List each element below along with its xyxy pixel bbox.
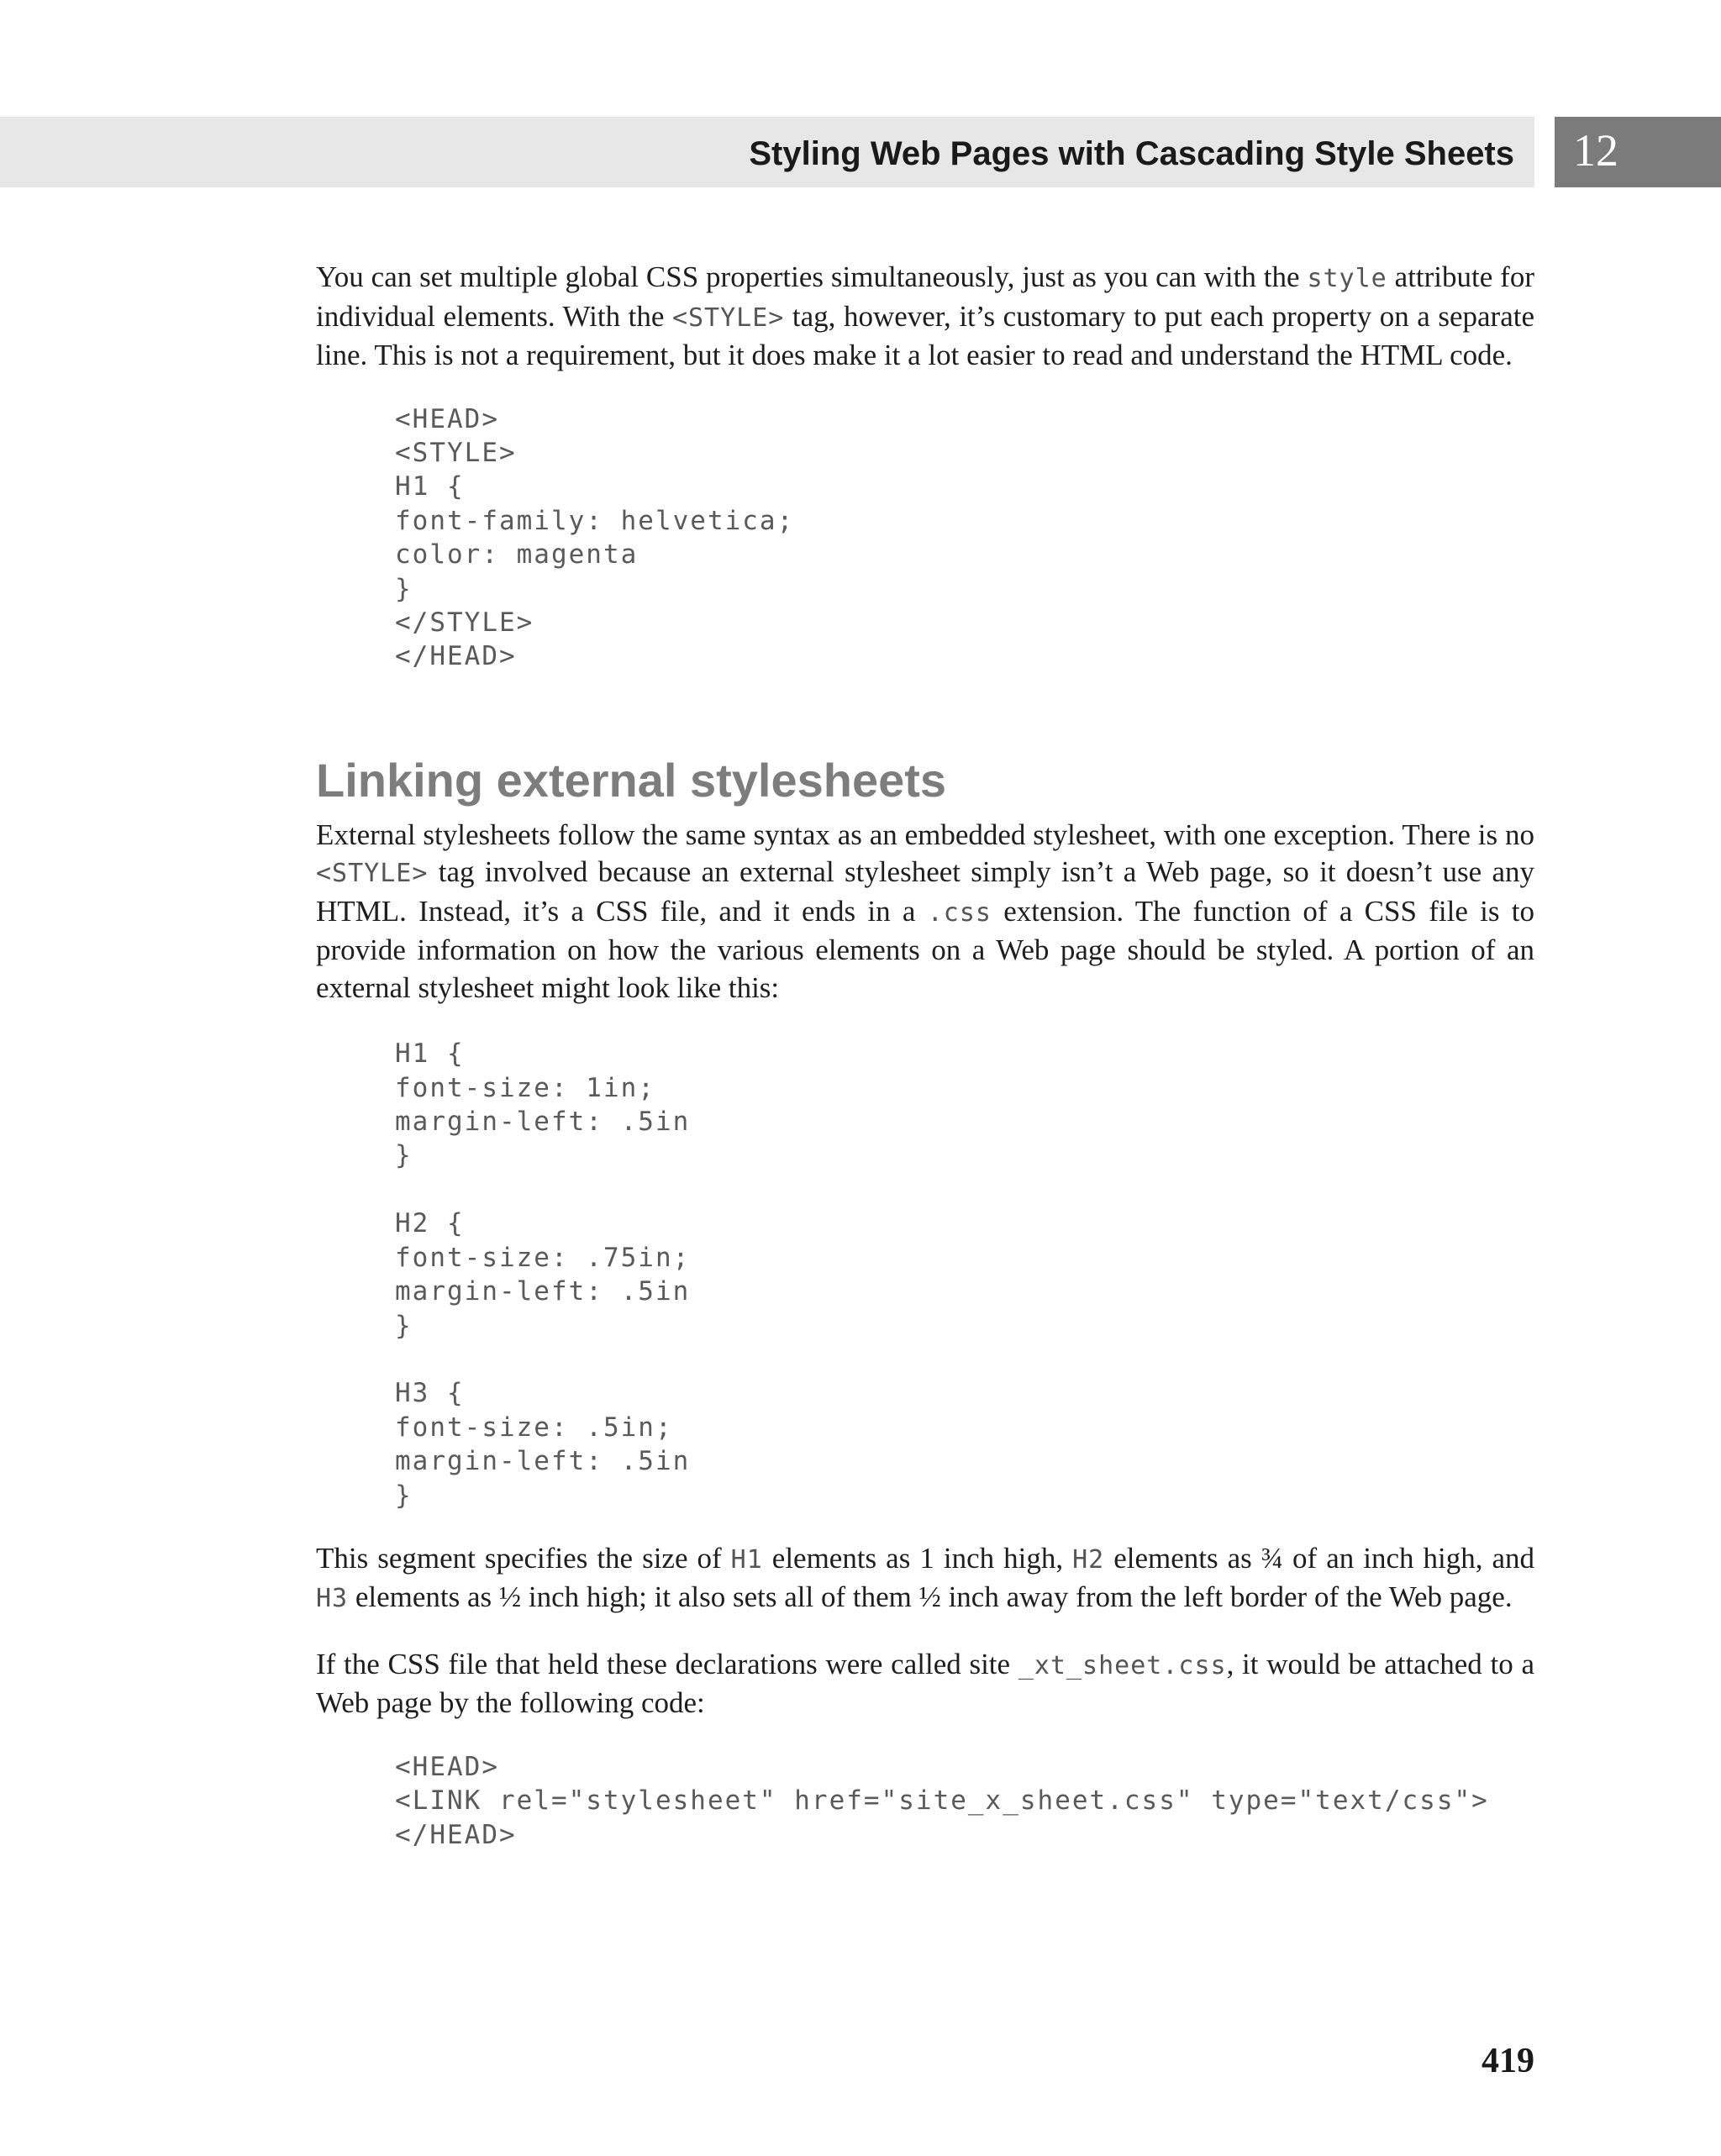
inline-code-h2: H2: [1072, 1544, 1105, 1575]
inline-code-style-tag: <STYLE>: [671, 302, 785, 333]
code-block-embedded-style: <HEAD> <STYLE> H1 { font-family: helvetica; color: magenta } </STYLE> </HEAD>: [395, 403, 795, 672]
text-run: extension. The function of a CSS file is to provide information on how the various elements on a Web page should be styled. A portion of an external stylesheet might look like this:: [316, 894, 1534, 1004]
section-heading: Linking external stylesheets: [316, 753, 947, 807]
inline-code-style-tag: <STYLE>: [316, 859, 429, 889]
inline-code-css-ext: .css: [927, 897, 992, 928]
text-run: elements as ¾ of an inch high, and: [1104, 1541, 1534, 1575]
inline-code-style: style: [1307, 264, 1387, 293]
text-run: External stylesheets follow the same syntax as an embedded stylesheet, with one exception. There is no: [316, 818, 1534, 851]
text-run: You can set multiple global CSS properties simultaneously, just as you can with the: [316, 260, 1308, 293]
code-block-external-stylesheet: H1 { font-size: 1in; margin-left: .5in } H2 { font-size: .75in; margin-left: .5in } H3 { font-size: .5in; margin-left: .5in }: [395, 1039, 691, 1511]
inline-code-filename: _xt_sheet.css: [1018, 1650, 1227, 1680]
text-run: tag involved because an external stylesheet simply isn’t a Web page, so it doesn’t use any HTML. Instead, it’s a CSS file, and it ends in a: [316, 855, 1534, 928]
text-run: , it would be attached to a Web page by the following code:: [316, 1647, 1534, 1720]
text-run: This segment specifies the size of: [316, 1541, 731, 1575]
inline-code-h3: H3: [316, 1584, 349, 1614]
intro-paragraph: [316, 259, 1534, 375]
chapter-number: 12: [1573, 125, 1618, 176]
segment-explanation-paragraph: [316, 1540, 1534, 1618]
attach-css-paragraph: [316, 1646, 1534, 1722]
running-head-title: Styling Web Pages with Cascading Style Sheets: [749, 135, 1514, 172]
text-run: If the CSS file that held these declarations were called site: [316, 1647, 1018, 1680]
external-stylesheet-paragraph: [316, 817, 1534, 1007]
text-run: elements as 1 inch high,: [762, 1541, 1073, 1575]
text-run: elements as ½ inch high; it also sets all of them ½ inch away from the left border of the Web page.: [348, 1580, 1513, 1614]
page-body: [316, 259, 1534, 1852]
chapter-tab: [1555, 117, 1721, 187]
page-number: 419: [1482, 2042, 1534, 2080]
text-run: attribute for individual elements. With the: [316, 260, 1534, 333]
text-run: tag, however, it’s customary to put each property on a separate line. This is not a requirement, but it does make it a lot easier to read and understand the HTML code.: [316, 299, 1534, 371]
code-block-link-tag: <HEAD> <LINK rel="stylesheet" href="site_x_sheet.css" type="text/css"> </HEAD>: [395, 1751, 1489, 1850]
inline-code-h1: H1: [730, 1544, 763, 1575]
